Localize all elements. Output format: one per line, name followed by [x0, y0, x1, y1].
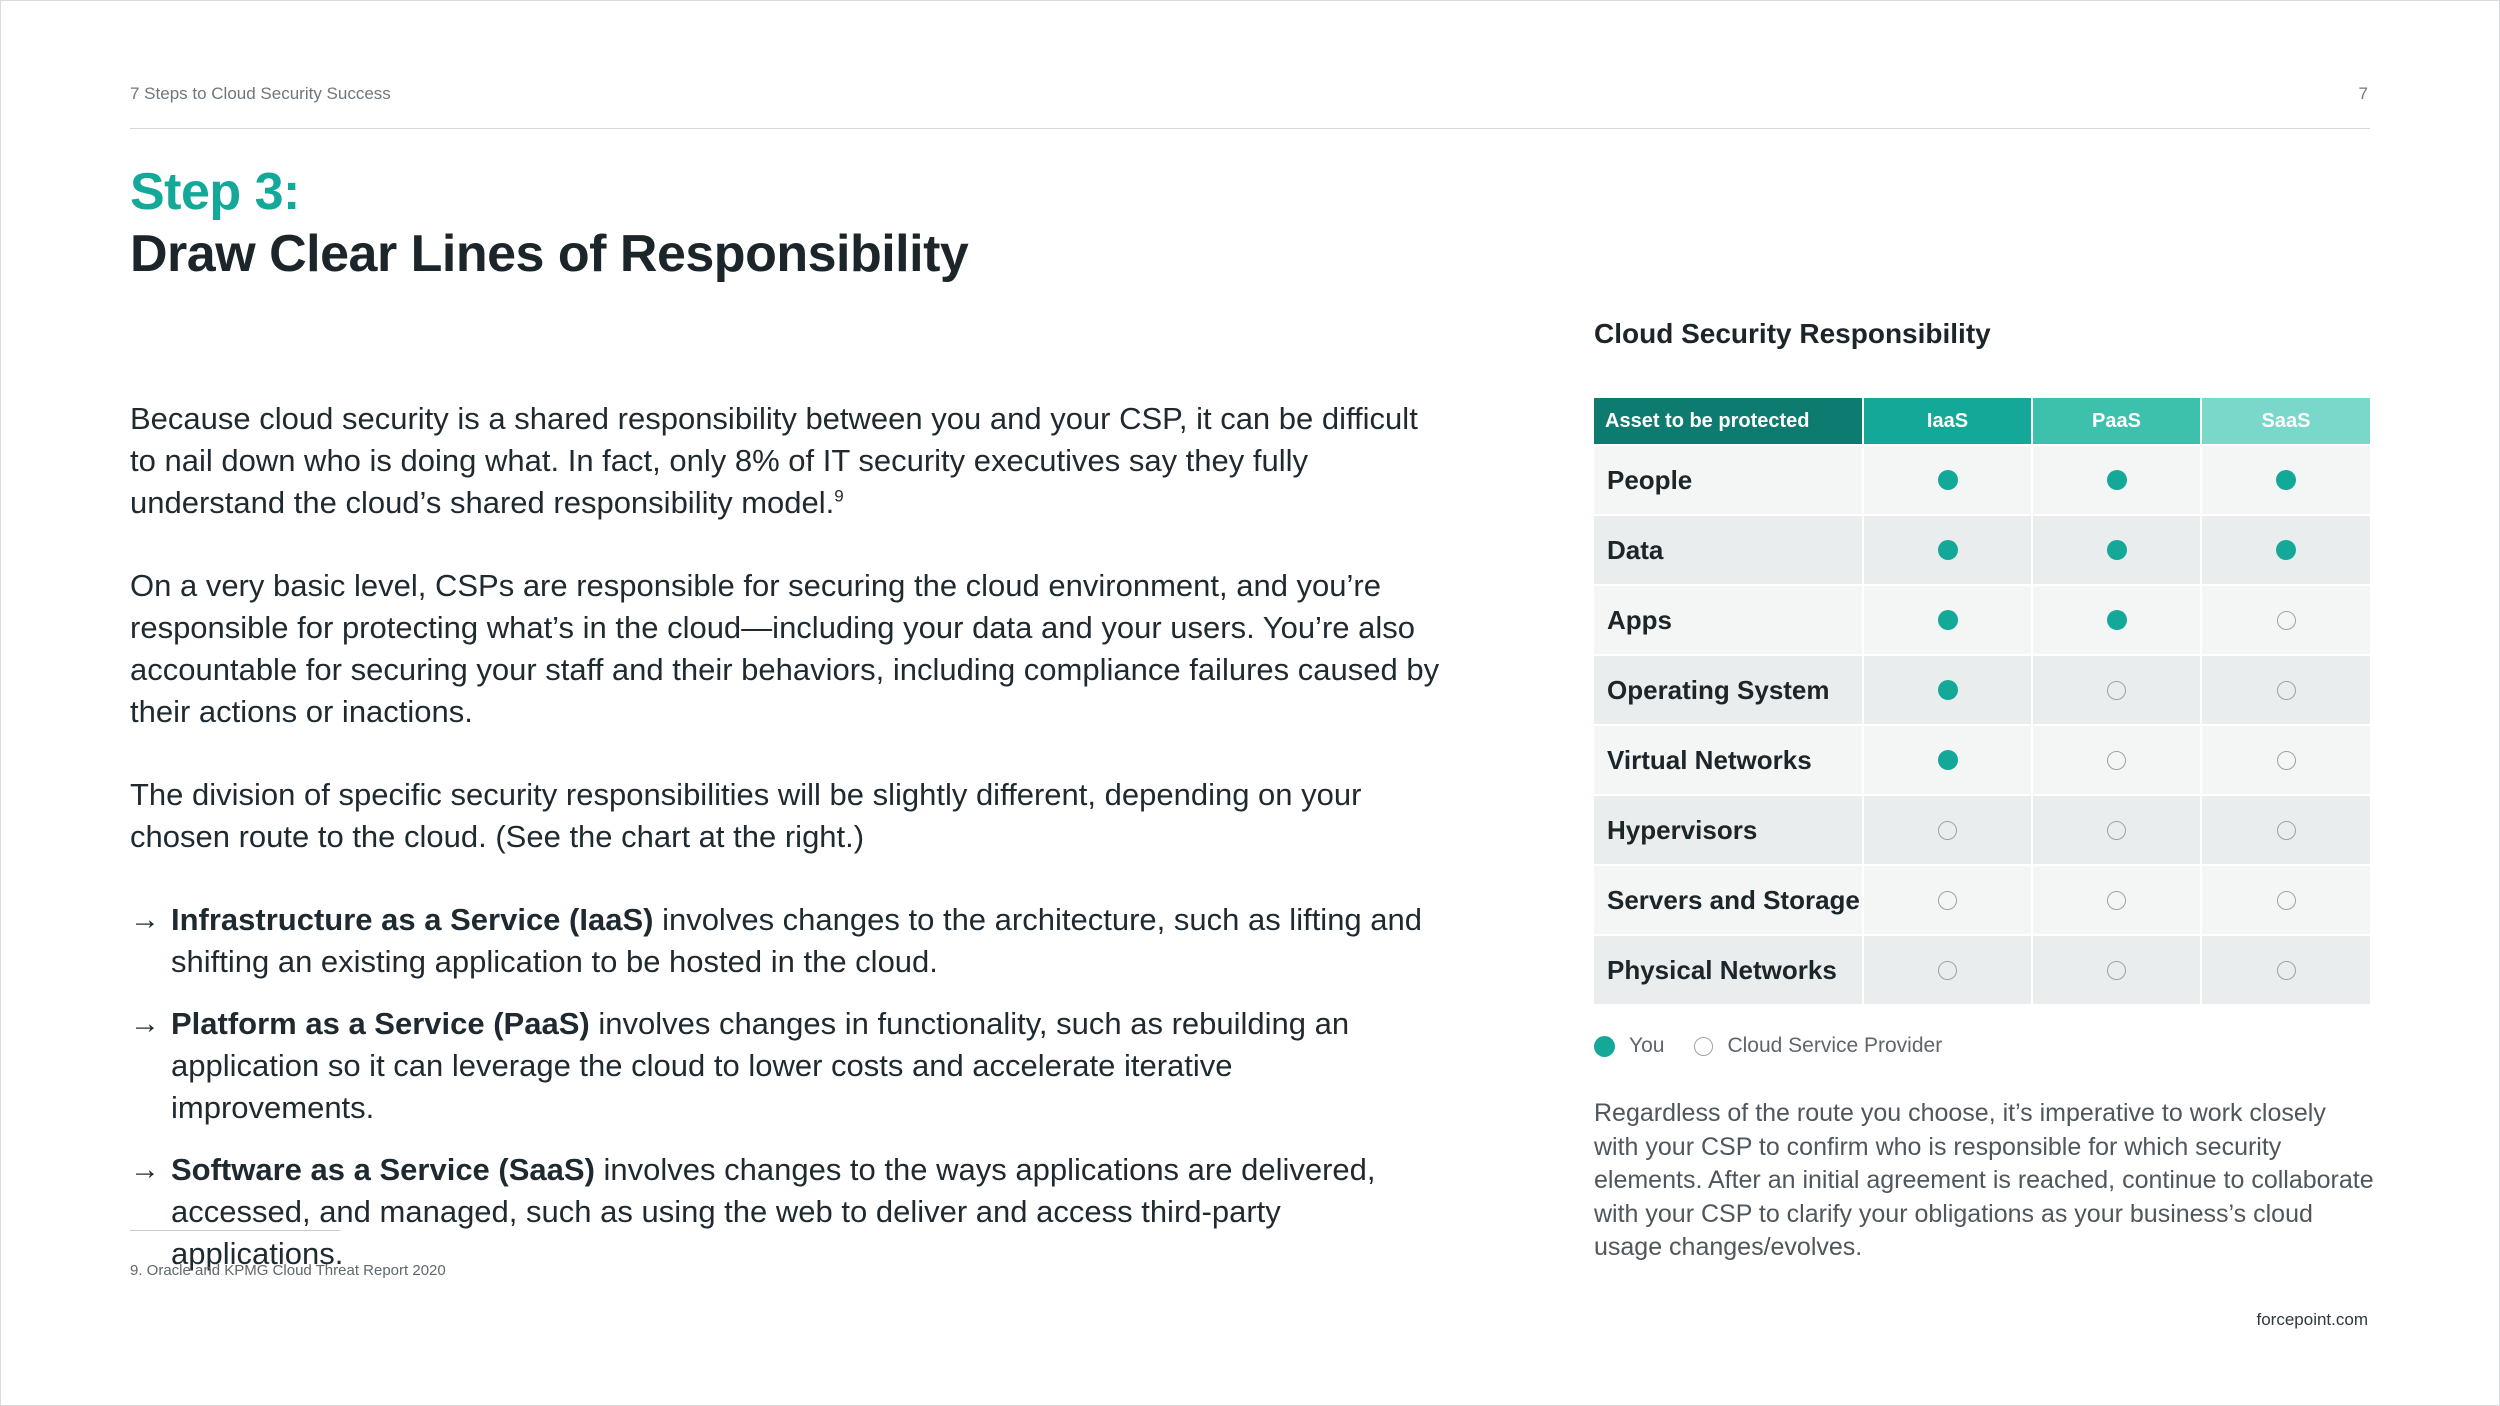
filled-dot-icon	[1938, 540, 1958, 560]
list-item-paas: → Platform as a Service (PaaS) involves changes in functionality, such as rebuilding an application so it can leverage the cloud to lower costs and accelerate iterative improvements.	[130, 1003, 1440, 1129]
table-row	[1594, 515, 2370, 585]
responsibility-cell	[1863, 935, 2032, 1004]
responsibility-cell	[2201, 865, 2370, 935]
asset-name: Hypervisors	[1594, 795, 1863, 865]
responsibility-cell	[2032, 795, 2201, 865]
empty-circle-icon	[2107, 751, 2126, 770]
asset-name: Data	[1594, 515, 1863, 585]
header-divider	[130, 128, 2370, 129]
responsibility-cell	[2032, 445, 2201, 515]
empty-circle-icon	[2277, 611, 2296, 630]
service-model-list	[130, 899, 1440, 1275]
footer-website: forcepoint.com	[2256, 1310, 2368, 1329]
filled-dot-icon	[1938, 610, 1958, 630]
filled-dot-icon	[2276, 540, 2296, 560]
asset-name: Servers and Storage	[1594, 865, 1863, 935]
responsibility-cell	[1863, 795, 2032, 865]
filled-dot-icon	[1938, 680, 1958, 700]
asset-name: Apps	[1594, 585, 1863, 655]
legend-you: You	[1594, 1034, 1664, 1058]
body-paragraph: The division of specific security responsibilities will be slightly different, depending on your chosen route to the cloud. (See the chart at the right.)	[130, 777, 1362, 854]
responsibility-cell	[2201, 935, 2370, 1004]
list-item-saas: → Software as a Service (SaaS) involves changes to the ways applications are delivered, accessed, and managed, such as using the web to deliver and access third-party applications.	[130, 1149, 1440, 1275]
table-row	[1594, 585, 2370, 655]
body-column	[130, 398, 1440, 1295]
responsibility-table	[1594, 398, 2370, 1004]
table-row	[1594, 865, 2370, 935]
filled-dot-icon	[1938, 470, 1958, 490]
filled-dot-icon	[1938, 750, 1958, 770]
filled-dot-icon	[2276, 470, 2296, 490]
responsibility-cell	[2032, 515, 2201, 585]
filled-dot-icon	[2107, 610, 2127, 630]
table-row	[1594, 445, 2370, 515]
legend-csp: Cloud Service Provider	[1694, 1034, 1942, 1058]
body-paragraph: Because cloud security is a shared responsibility between you and your CSP, it can be difficult to nail down who is doing what. In fact, only 8% of IT security executives say they fully understand the cloud’s shared responsibility model.$^9$	[130, 401, 1418, 520]
responsibility-cell	[2201, 725, 2370, 795]
step-label: Step 3:	[130, 163, 300, 221]
arrow-right-icon: →	[130, 1153, 160, 1186]
table-title: Cloud Security Responsibility	[1594, 318, 1991, 349]
table-row	[1594, 795, 2370, 865]
arrow-right-icon: →	[130, 903, 160, 936]
footnote: 9. Oracle and KPMG Cloud Threat Report 2020	[130, 1262, 446, 1279]
empty-circle-icon	[2277, 891, 2296, 910]
header-paas: PaaS	[2032, 398, 2201, 445]
filled-dot-icon	[2107, 470, 2127, 490]
responsibility-cell	[1863, 445, 2032, 515]
responsibility-cell	[1863, 655, 2032, 725]
empty-circle-icon	[1938, 961, 1957, 980]
responsibility-cell	[2201, 795, 2370, 865]
empty-circle-icon	[2107, 681, 2126, 700]
empty-circle-icon	[1938, 821, 1957, 840]
document-title: 7 Steps to Cloud Security Success	[130, 84, 391, 103]
responsibility-cell	[2032, 725, 2201, 795]
responsibility-cell	[1863, 515, 2032, 585]
responsibility-cell	[1863, 585, 2032, 655]
asset-name: Operating System	[1594, 655, 1863, 725]
empty-circle-icon	[2277, 751, 2296, 770]
responsibility-cell	[1863, 725, 2032, 795]
responsibility-cell	[1863, 865, 2032, 935]
table-row	[1594, 935, 2370, 1004]
responsibility-cell	[2201, 585, 2370, 655]
table-row	[1594, 655, 2370, 725]
responsibility-cell	[2032, 865, 2201, 935]
body-paragraph: On a very basic level, CSPs are responsible for securing the cloud environment, and you’re responsible for protecting what’s in the cloud—including your data and your users. You’re also accountable for securing your staff and their behaviors, including compliance failures caused by their actions or inactions.	[130, 568, 1440, 729]
empty-circle-icon	[2107, 891, 2126, 910]
empty-circle-icon	[2277, 821, 2296, 840]
responsibility-cell	[2201, 445, 2370, 515]
side-paragraph: Regardless of the route you choose, it’s imperative to work closely with your CSP to confirm who is responsible for which security elements. After an initial agreement is reached, continue to collaborate with your CSP to clarify your obligations as your business’s cloud usage changes/evolves.	[1594, 1099, 2374, 1261]
filled-dot-icon	[2107, 540, 2127, 560]
footnote-divider	[130, 1230, 340, 1231]
asset-name: People	[1594, 445, 1863, 515]
responsibility-cell	[2032, 585, 2201, 655]
empty-circle-icon	[2107, 961, 2126, 980]
empty-circle-icon	[2107, 821, 2126, 840]
asset-name: Physical Networks	[1594, 935, 1863, 1004]
page-title: Draw Clear Lines of Responsibility	[130, 225, 969, 283]
responsibility-cell	[2032, 935, 2201, 1004]
page-number: 7	[2358, 84, 2368, 103]
table-header-row	[1594, 398, 2370, 445]
list-item-iaas: → Infrastructure as a Service (IaaS) involves changes to the architecture, such as lifting and shifting an existing application to be hosted in the cloud.	[130, 899, 1440, 983]
table-row	[1594, 725, 2370, 795]
empty-circle-icon	[1694, 1037, 1713, 1056]
responsibility-cell	[2032, 655, 2201, 725]
responsibility-cell	[2201, 515, 2370, 585]
empty-circle-icon	[2277, 681, 2296, 700]
header-saas: SaaS	[2201, 398, 2370, 445]
empty-circle-icon	[1938, 891, 1957, 910]
footnote-reference: 9	[834, 486, 844, 506]
table-legend	[1594, 1034, 1972, 1058]
responsibility-cell	[2201, 655, 2370, 725]
asset-name: Virtual Networks	[1594, 725, 1863, 795]
header-asset: Asset to be protected	[1594, 398, 1863, 445]
empty-circle-icon	[2277, 961, 2296, 980]
arrow-right-icon: →	[130, 1007, 160, 1040]
header-iaas: IaaS	[1863, 398, 2032, 445]
filled-dot-icon	[1594, 1036, 1615, 1057]
